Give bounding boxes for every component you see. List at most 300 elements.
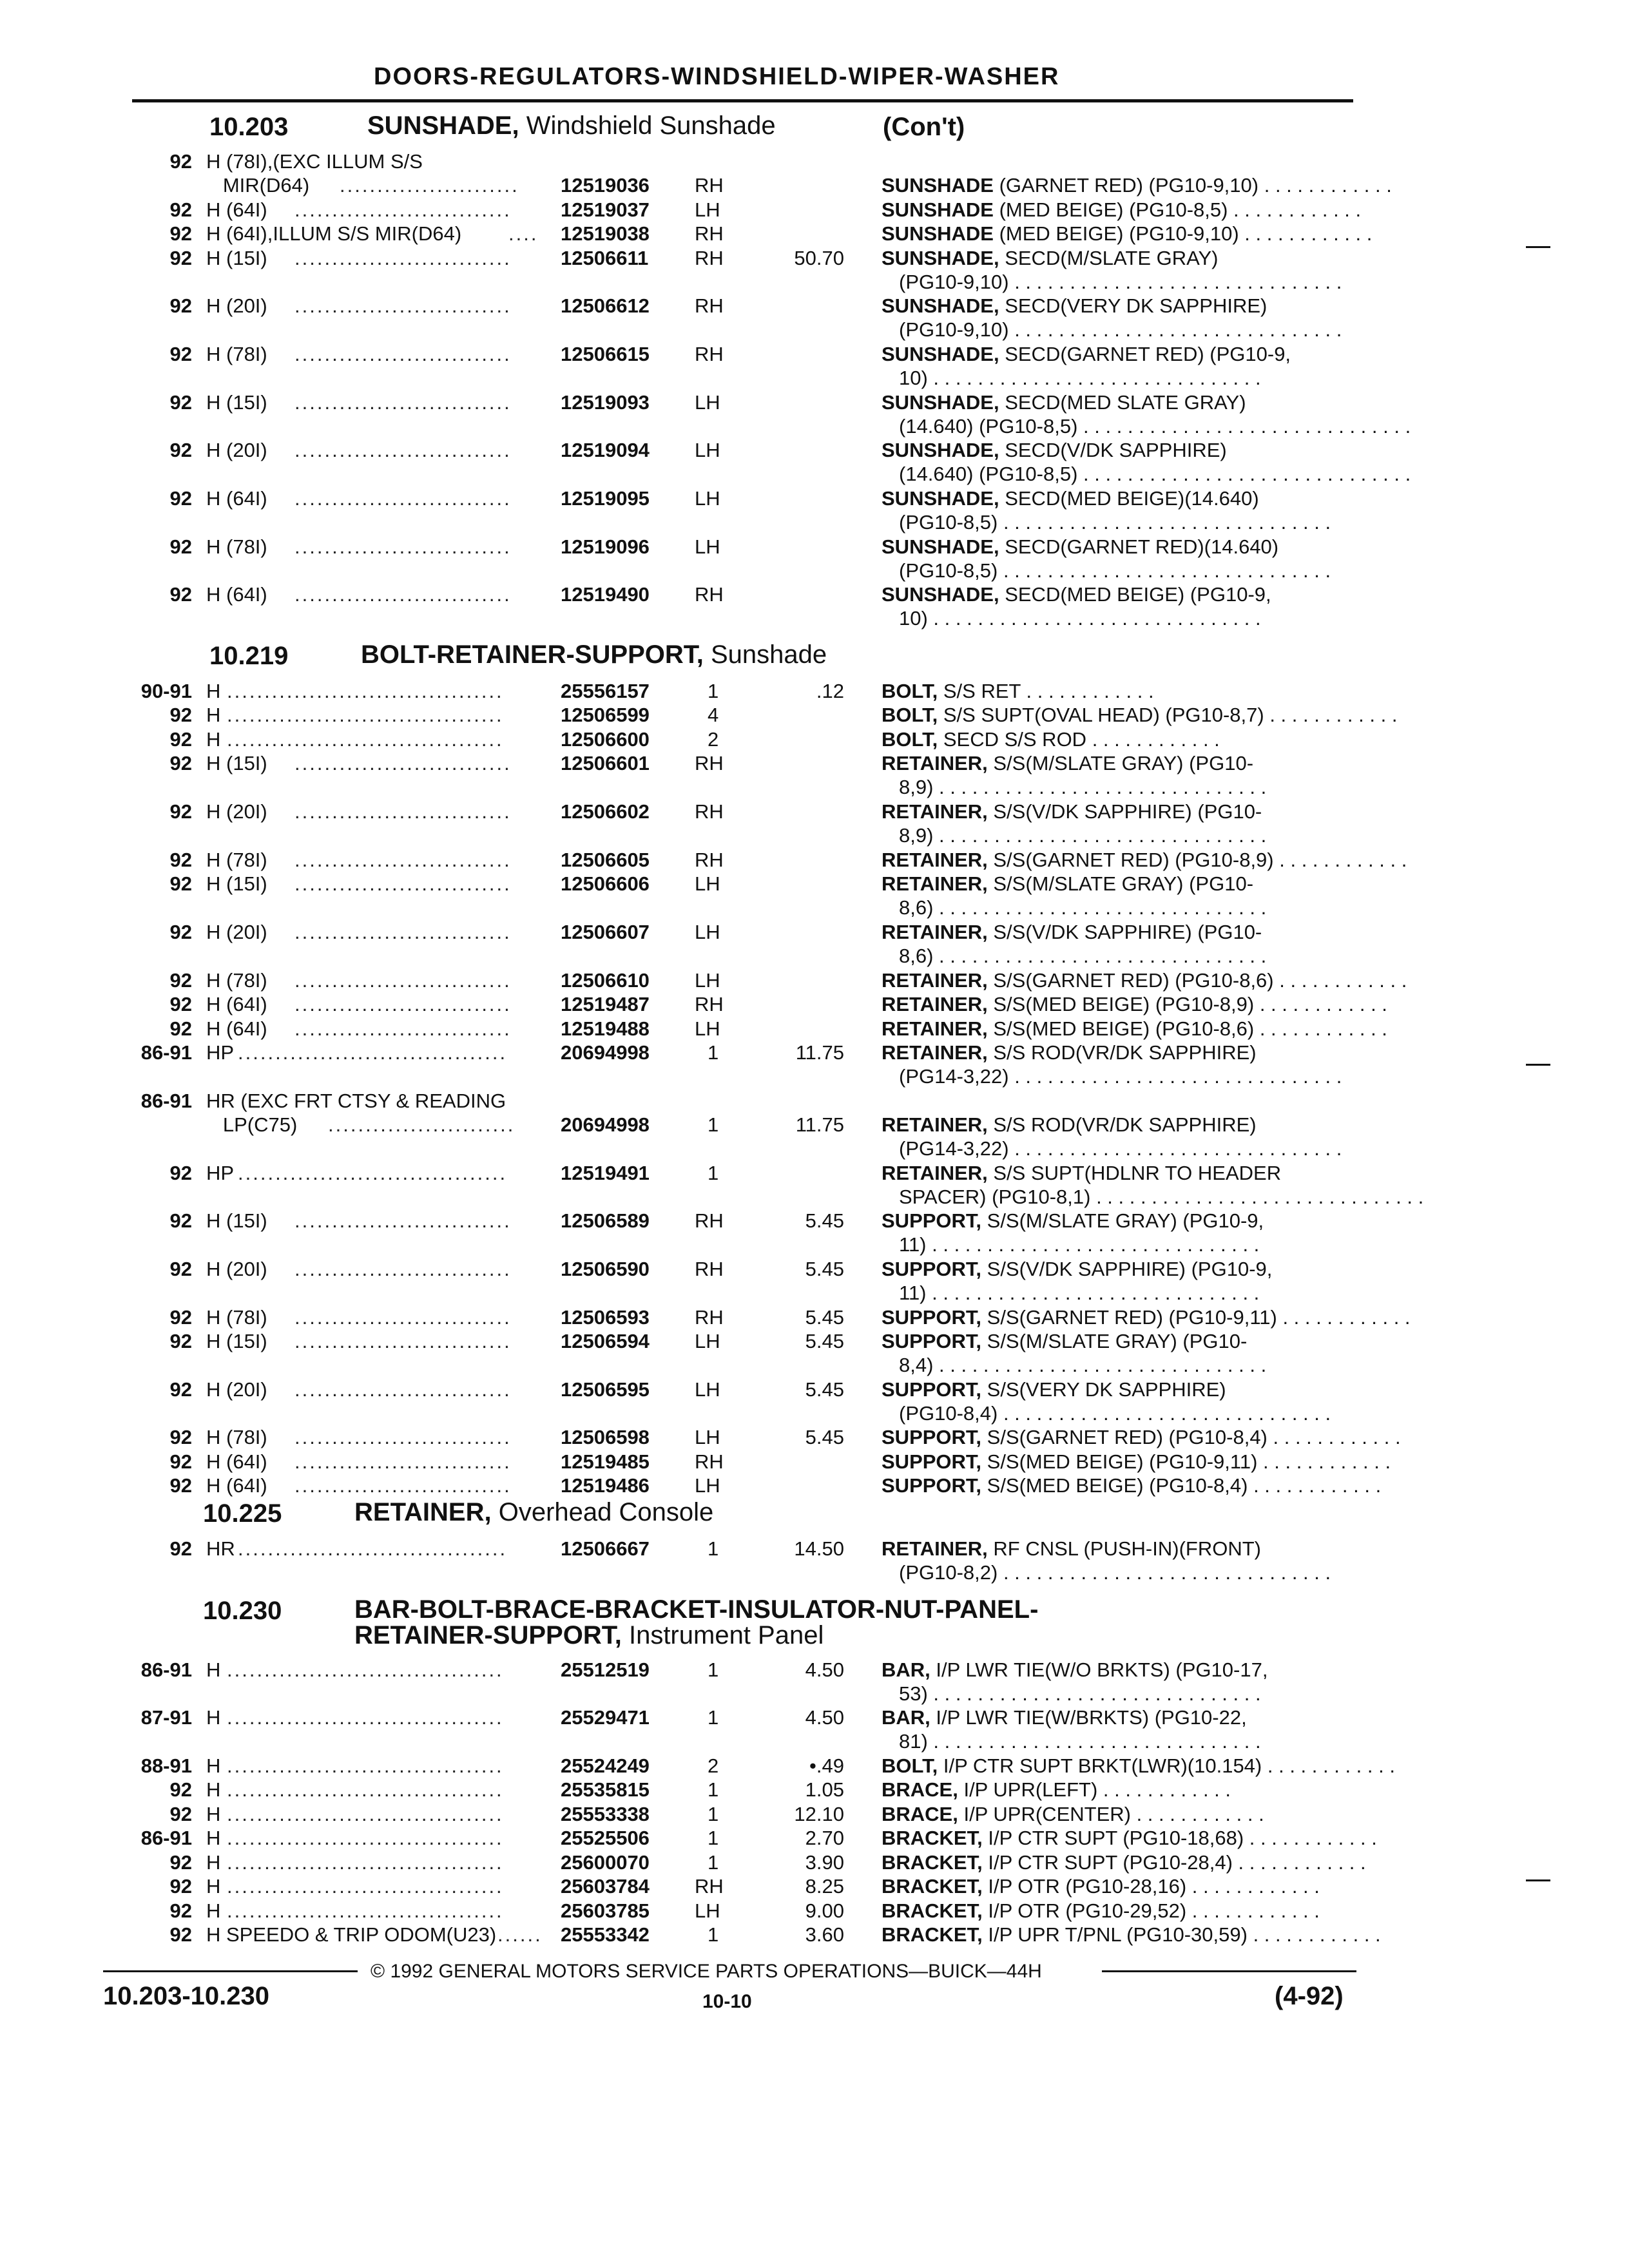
parts-row	[0, 198, 1629, 222]
quantity: LH	[695, 1474, 720, 1497]
quantity: LH	[695, 198, 720, 221]
part-detail: (GARNET RED) (PG10-9,10)	[993, 174, 1259, 197]
part-detail: (MED BEIGE) (PG10-9,10)	[993, 222, 1239, 245]
usage-code: H (15I)	[206, 247, 267, 269]
leader-dots: . . . . . . . . . . . .	[1257, 1450, 1396, 1473]
parts-row	[0, 1017, 1629, 1041]
model-year: 92	[169, 150, 192, 173]
unit-price: 12.10	[794, 1803, 844, 1825]
leader-dots: .............................	[294, 487, 512, 510]
parts-row	[0, 1658, 1629, 1682]
part-detail: I/P CTR SUPT BRKT(LWR)(10.154)	[938, 1754, 1262, 1777]
model-year: 88-91	[140, 1754, 192, 1777]
leader-dots: .....................................	[227, 1803, 504, 1825]
parts-row	[0, 1089, 1629, 1113]
model-year: 92	[169, 1778, 192, 1801]
margin-mark	[1526, 1064, 1550, 1066]
part-detail: 81)	[899, 1730, 928, 1753]
parts-row	[0, 294, 1629, 318]
usage-code: H (64I),ILLUM S/S MIR(D64)	[206, 222, 462, 245]
model-year: 92	[169, 343, 192, 365]
model-year: 92	[169, 728, 192, 751]
model-year: 86-91	[140, 1041, 192, 1064]
part-detail: S/S(GARNET RED) (PG10-9,11)	[981, 1306, 1277, 1329]
footer-section-range: 10.203-10.230	[103, 1982, 270, 2010]
leader-dots: .............................	[294, 800, 512, 823]
part-number: 12506593	[561, 1306, 650, 1329]
parts-row	[0, 1899, 1629, 1923]
part-description-continued	[899, 462, 1416, 486]
part-number: 12506602	[561, 800, 650, 823]
part-detail: I/P LWR TIE(W/BRKTS) (PG10-22,	[930, 1706, 1247, 1729]
leader-dots: . . . . . . . . . . . . . . . . . . . . . . . . . . . . . .	[933, 824, 1272, 847]
section-title: BOLT-RETAINER-SUPPORT, Sunshade	[361, 640, 827, 669]
usage-code: H	[206, 1706, 221, 1729]
part-detail: (PG10-8,5)	[899, 511, 998, 533]
leader-dots: .............................	[294, 343, 512, 365]
part-name: BRACKET,	[882, 1851, 983, 1874]
leader-dots: .............................	[294, 969, 512, 992]
leader-dots: . . . . . . . . . . . . . . . . . . . . . . . . . . . . . .	[926, 1233, 1265, 1256]
usage-code: H (20I)	[206, 800, 267, 823]
model-year: 92	[169, 583, 192, 606]
part-detail: SECD(MED SLATE GRAY)	[999, 391, 1246, 414]
part-detail: 8,6)	[899, 896, 934, 919]
part-description-continued	[899, 606, 1344, 630]
usage-code: H	[206, 1658, 221, 1681]
model-year: 92	[169, 247, 192, 269]
quantity: 2	[708, 1754, 719, 1777]
parts-row	[0, 1329, 1629, 1353]
margin-mark	[1526, 246, 1550, 248]
part-number: 12519093	[561, 391, 650, 414]
unit-price: 50.70	[794, 247, 844, 269]
part-description	[882, 1161, 1345, 1185]
leader-dots: . . . . . . . . . . . .	[1186, 1899, 1325, 1922]
quantity: LH	[695, 1330, 720, 1352]
usage-code: HR	[206, 1537, 235, 1560]
parts-row	[0, 1161, 1629, 1185]
part-name: BRACKET,	[882, 1923, 983, 1946]
leader-dots: . . . . . . . . . . . . . . . . . . . . . . . . . . . . . .	[933, 945, 1272, 967]
leader-dots: . . . . . . . . . . . . . . . . . . . . . . . . . . . . . .	[933, 1354, 1272, 1376]
leader-dots: .............................	[294, 872, 512, 895]
usage-code: H (15I)	[206, 1330, 267, 1352]
leader-dots: .....................................	[227, 704, 504, 726]
part-detail: 8,4)	[899, 1354, 934, 1376]
part-name: SUNSHADE,	[882, 583, 999, 606]
section-number: 10.203	[209, 113, 289, 141]
part-description-continued	[899, 944, 1344, 968]
model-year: 86-91	[140, 1658, 192, 1681]
part-number: 20694998	[561, 1041, 650, 1064]
part-number: 12519486	[561, 1474, 650, 1497]
leader-dots: .............................	[294, 294, 512, 317]
part-detail: SECD(M/SLATE GRAY)	[999, 247, 1219, 269]
usage-code: HR (EXC FRT CTSY & READING	[206, 1090, 506, 1112]
quantity: LH	[695, 1426, 720, 1448]
part-name: BRACKET,	[882, 1899, 983, 1922]
part-detail: RF CNSL (PUSH-IN)(FRONT)	[987, 1537, 1261, 1560]
usage-code: H (20I)	[206, 921, 267, 943]
part-detail: SECD(GARNET RED) (PG10-9,	[999, 343, 1291, 365]
leader-dots: .....................................	[227, 680, 504, 702]
model-year: 92	[169, 222, 192, 245]
quantity: 1	[708, 1706, 719, 1729]
parts-row-continuation	[0, 1561, 1629, 1584]
leader-dots: .............................	[294, 1474, 512, 1497]
model-year: 92	[169, 872, 192, 895]
leader-dots: . . . . . . . . . . . . . . . . . . . . . . . . . . . . . .	[1077, 415, 1416, 437]
leader-dots: . . . . . . . . . . . .	[1267, 1426, 1407, 1448]
part-name: SUNSHADE,	[882, 439, 999, 461]
quantity: RH	[695, 1209, 724, 1232]
parts-row	[0, 149, 1629, 173]
part-detail: S/S(M/SLATE GRAY) (PG10-9,	[981, 1209, 1264, 1232]
part-description	[882, 1329, 1345, 1353]
model-year: 86-91	[140, 1090, 192, 1112]
part-detail: (PG10-8,4)	[899, 1402, 998, 1425]
leader-dots: .............................	[294, 1330, 512, 1352]
leader-dots: .............................	[294, 993, 512, 1015]
part-description	[882, 1474, 1387, 1497]
leader-dots: ....................................	[238, 1162, 508, 1184]
quantity: RH	[695, 222, 724, 245]
leader-dots: . . . . . . . . . . . . . . . . . . . . . . . . . . . . . .	[927, 1730, 1267, 1753]
footer-copyright: © 1992 GENERAL MOTORS SERVICE PARTS OPERATIONS—BUICK—44H	[371, 1961, 1042, 1982]
leader-dots: ........................	[340, 174, 519, 197]
unit-price: 11.75	[795, 1113, 844, 1136]
leader-dots: . . . . . . . . . . . . . . . . . . . . . . . . . . . . . .	[1008, 1065, 1347, 1088]
part-name: BRACKET,	[882, 1827, 983, 1849]
part-detail: SECD S/S ROD	[938, 728, 1087, 751]
quantity: RH	[695, 1875, 724, 1898]
part-name: RETAINER,	[882, 872, 988, 895]
part-description	[882, 1378, 1345, 1401]
part-detail: S/S(M/SLATE GRAY) (PG10-	[987, 752, 1254, 774]
unit-price: 9.00	[805, 1899, 844, 1922]
part-number: 12506605	[561, 849, 650, 871]
part-number: 25512519	[561, 1658, 650, 1681]
part-name: RETAINER,	[882, 993, 988, 1015]
part-number: 25524249	[561, 1754, 650, 1777]
part-detail: SECD(MED BEIGE)(14.640)	[999, 487, 1259, 510]
part-number: 12506612	[561, 294, 650, 317]
part-detail: I/P CTR SUPT (PG10-28,4)	[982, 1851, 1233, 1874]
part-description	[882, 800, 1345, 823]
model-year: 92	[169, 1378, 192, 1401]
quantity: LH	[695, 439, 720, 461]
quantity: RH	[695, 583, 724, 606]
leader-dots: . . . . . . . . . . . .	[1247, 1923, 1387, 1946]
leader-dots: . . . . . . . . . . . .	[1228, 198, 1367, 221]
parts-row	[0, 920, 1629, 944]
part-number: 25556157	[561, 680, 650, 702]
parts-row	[0, 1474, 1629, 1497]
unit-price: 3.90	[805, 1851, 844, 1874]
usage-code: HP	[206, 1041, 235, 1064]
part-name: BRACKET,	[882, 1875, 983, 1898]
part-name: RETAINER,	[882, 1537, 988, 1560]
parts-row-continuation	[0, 559, 1629, 582]
model-year: 92	[169, 1330, 192, 1352]
part-description	[882, 1209, 1345, 1233]
leader-dots: . . . . . . . . . . . . . . . . . . . . . . . . . . . . . .	[998, 1561, 1336, 1584]
part-description	[882, 1425, 1407, 1449]
part-description	[882, 1899, 1345, 1923]
leader-dots: .....................................	[227, 1851, 504, 1874]
leader-dots: .....................................	[227, 1899, 504, 1922]
part-description-continued	[899, 559, 1344, 582]
unit-price: 3.60	[805, 1923, 844, 1946]
leader-dots: . . . . . . . . . . . . . . . . . . . . . . . . . . . . . .	[1077, 463, 1416, 485]
usage-code: H	[206, 1851, 221, 1874]
part-name: RETAINER,	[882, 921, 988, 943]
part-name: SUNSHADE,	[882, 487, 999, 510]
quantity: 1	[708, 1778, 719, 1801]
leader-dots: .....................................	[227, 1827, 504, 1849]
section-title: RETAINER, Overhead Console	[354, 1498, 714, 1526]
leader-dots: .............................	[294, 1378, 512, 1401]
usage-code: H (15I)	[206, 391, 267, 414]
leader-dots: .........................	[328, 1113, 516, 1136]
parts-row-continuation	[0, 270, 1629, 294]
model-year: 92	[169, 704, 192, 726]
part-description	[882, 1041, 1345, 1064]
leader-dots: . . . . . . . . . . . . . . . . . . . . . . . . . . . . . .	[933, 896, 1272, 919]
part-detail: SPACER) (PG10-8,1)	[899, 1186, 1091, 1208]
part-description-continued	[899, 1185, 1429, 1209]
leader-dots: .....................................	[227, 1706, 504, 1729]
leader-dots: .............................	[294, 1450, 512, 1473]
part-number: 25553338	[561, 1803, 650, 1825]
leader-dots: . . . . . . . . . . . . . . . . . . . . . . . . . . . . . .	[1008, 271, 1347, 293]
part-description-continued	[899, 775, 1344, 799]
parts-row-continuation	[0, 318, 1629, 341]
leader-dots: . . . . . . . . . . . .	[1273, 849, 1412, 871]
leader-dots: . . . . . . . . . . . .	[1244, 1827, 1383, 1849]
part-number: 25525506	[561, 1827, 650, 1849]
usage-code: H (15I)	[206, 1209, 267, 1232]
quantity: 4	[708, 704, 719, 726]
model-year: 92	[169, 800, 192, 823]
leader-dots: .............................	[294, 535, 512, 558]
unit-price: 5.45	[805, 1378, 844, 1401]
part-detail: 8,9)	[899, 776, 934, 798]
part-number: 12506594	[561, 1330, 650, 1352]
parts-row	[0, 1874, 1629, 1898]
part-detail: (14.640) (PG10-8,5)	[899, 415, 1078, 437]
parts-row	[0, 582, 1629, 606]
model-year: 92	[169, 993, 192, 1015]
part-description-continued	[899, 414, 1416, 438]
usage-code: H (15I)	[206, 752, 267, 774]
part-description	[882, 198, 1367, 222]
parts-row	[0, 246, 1629, 270]
quantity: 1	[708, 680, 719, 702]
parts-row-continuation	[0, 606, 1629, 630]
part-number: 12519036	[561, 174, 650, 197]
unit-price: 2.70	[805, 1827, 844, 1849]
quantity: RH	[695, 1258, 724, 1280]
part-name: RETAINER,	[882, 1162, 988, 1184]
part-detail: I/P LWR TIE(W/O BRKTS) (PG10-17,	[930, 1658, 1268, 1681]
part-detail: I/P OTR (PG10-28,16)	[982, 1875, 1187, 1898]
model-year: 87-91	[140, 1706, 192, 1729]
parts-row	[0, 535, 1629, 559]
part-detail: S/S ROD(VR/DK SAPPHIRE)	[987, 1041, 1257, 1064]
section-title: SUNSHADE, Windshield Sunshade	[367, 111, 776, 140]
footer-rule-left	[103, 1970, 358, 1972]
quantity: 1	[708, 1041, 719, 1064]
parts-row-continuation	[0, 414, 1629, 438]
quantity: 1	[708, 1851, 719, 1874]
leader-dots: . . . . . . . . . . . .	[1254, 993, 1393, 1015]
parts-row-continuation	[0, 1233, 1629, 1256]
part-number: 12519096	[561, 535, 650, 558]
leader-dots: . . . . . . . . . . . . . . . . . . . . . . . . . . . . . .	[933, 776, 1272, 798]
usage-code: H (64I)	[206, 1017, 267, 1040]
leader-dots: .....................................	[227, 728, 504, 751]
leader-dots: . . . . . . . . . . . .	[1273, 969, 1412, 992]
usage-code: H (78I)	[206, 1426, 267, 1448]
part-description-continued	[899, 366, 1344, 390]
parts-row	[0, 1378, 1629, 1401]
parts-row-continuation	[0, 944, 1629, 968]
quantity: RH	[695, 174, 724, 197]
usage-code: H (20I)	[206, 294, 267, 317]
parts-row-continuation	[0, 1353, 1629, 1377]
parts-row-continuation	[0, 823, 1629, 847]
part-name: RETAINER,	[882, 1017, 988, 1040]
part-detail: 8,6)	[899, 945, 934, 967]
parts-row	[0, 1257, 1629, 1281]
part-detail: S/S(MED BEIGE) (PG10-9,11)	[981, 1450, 1258, 1473]
part-description	[882, 390, 1345, 414]
parts-row-continuation	[0, 510, 1629, 534]
leader-dots: .............................	[294, 752, 512, 774]
leader-dots: . . . . . . . . . . . .	[1130, 1803, 1270, 1825]
part-number: 12506599	[561, 704, 650, 726]
part-description	[882, 294, 1345, 318]
part-description	[882, 1778, 1345, 1802]
parts-row	[0, 438, 1629, 462]
part-name: SUNSHADE	[882, 222, 994, 245]
parts-row	[0, 1305, 1629, 1329]
part-description	[882, 848, 1412, 872]
leader-dots: . . . . . . . . . . . . . . . . . . . . . . . . . . . . . .	[998, 511, 1336, 533]
part-name: SUNSHADE,	[882, 343, 999, 365]
usage-code: H	[206, 1803, 221, 1825]
part-name: SUPPORT,	[882, 1474, 982, 1497]
usage-code: H (78I)	[206, 535, 267, 558]
model-year: 92	[169, 487, 192, 510]
usage-code: H	[206, 1899, 221, 1922]
part-detail: S/S ROD(VR/DK SAPPHIRE)	[987, 1113, 1257, 1136]
part-number: 12506615	[561, 343, 650, 365]
unit-price: 14.50	[794, 1537, 844, 1560]
quantity: LH	[695, 1378, 720, 1401]
unit-price: 5.45	[805, 1330, 844, 1352]
part-detail: S/S(V/DK SAPPHIRE) (PG10-	[987, 800, 1262, 823]
parts-row-continuation	[0, 1137, 1629, 1160]
model-year: 92	[169, 1162, 192, 1184]
part-name: BOLT,	[882, 704, 938, 726]
part-number: 12506589	[561, 1209, 650, 1232]
parts-row	[0, 1754, 1629, 1778]
usage-code: H	[206, 704, 221, 726]
part-name: SUPPORT,	[882, 1258, 982, 1280]
part-description	[882, 582, 1345, 606]
parts-row	[0, 1802, 1629, 1826]
usage-code: H (64I)	[206, 1474, 267, 1497]
part-description	[882, 703, 1403, 727]
part-name: RETAINER,	[882, 1041, 988, 1064]
part-name: SUPPORT,	[882, 1450, 982, 1473]
usage-code: H	[206, 1754, 221, 1777]
leader-dots: .....................................	[227, 1875, 504, 1898]
part-description	[882, 535, 1345, 559]
quantity: RH	[695, 294, 724, 317]
parts-row	[0, 390, 1629, 414]
part-detail: (PG10-8,5)	[899, 559, 998, 582]
part-name: BRACE,	[882, 1803, 958, 1825]
part-detail: (PG14-3,22)	[899, 1137, 1009, 1160]
leader-dots: . . . . . . . . . . . . . . . . . . . . . . . . . . . . . .	[1008, 1137, 1347, 1160]
quantity: LH	[695, 921, 720, 943]
leader-dots: . . . . . . . . . . . . . . . . . . . . . . . . . . . . . .	[927, 1682, 1267, 1705]
leader-dots: . . . . . . . . . . . . . . . . . . . . . . . . . . . . . .	[998, 1402, 1336, 1425]
model-year: 90-91	[140, 680, 192, 702]
section-number: 10.219	[209, 642, 289, 670]
leader-dots: .............................	[294, 849, 512, 871]
leader-dots: . . . . . . . . . . . .	[1097, 1778, 1237, 1801]
leader-dots: .............................	[294, 921, 512, 943]
parts-row-continuation	[0, 1729, 1629, 1753]
leader-dots: . . . . . . . . . . . . . . . . . . . . . . . . . . . . . .	[926, 1282, 1265, 1304]
quantity: 2	[708, 728, 719, 751]
model-year: 92	[169, 1899, 192, 1922]
part-detail: 53)	[899, 1682, 928, 1705]
leader-dots: . . . . . . . . . . . .	[1254, 1017, 1393, 1040]
usage-code: LP(C75)	[206, 1113, 298, 1136]
part-name: SUPPORT,	[882, 1378, 982, 1401]
parts-row	[0, 1113, 1629, 1137]
part-detail: I/P OTR (PG10-29,52)	[982, 1899, 1187, 1922]
part-description-continued	[899, 318, 1347, 341]
usage-code: H (64I)	[206, 198, 267, 221]
leader-dots: .....................................	[227, 1754, 504, 1777]
parts-row	[0, 727, 1629, 751]
quantity: 1	[708, 1162, 719, 1184]
part-description	[882, 222, 1378, 245]
unit-price: •.49	[809, 1754, 844, 1777]
part-number: 12519490	[561, 583, 650, 606]
footer-revision-date: (4-92)	[1275, 1982, 1344, 2010]
leader-dots: .....................................	[227, 1658, 504, 1681]
usage-code: H	[206, 1875, 221, 1898]
usage-code: H (78I)	[206, 849, 267, 871]
leader-dots: . . . . . . . . . . . . . . . . . . . . . . . . . . . . . .	[998, 559, 1336, 582]
usage-code: H (78I),(EXC ILLUM S/S	[206, 150, 423, 173]
part-number: 12519037	[561, 198, 650, 221]
usage-code: H (15I)	[206, 872, 267, 895]
section-title: BAR-BOLT-BRACE-BRACKET-INSULATOR-NUT-PANEL- RETAINER-SUPPORT, Instrument Panel	[354, 1595, 1039, 1649]
model-year: 92	[169, 1426, 192, 1448]
quantity: LH	[695, 872, 720, 895]
usage-code: H	[206, 1778, 221, 1801]
usage-code: H (78I)	[206, 343, 267, 365]
